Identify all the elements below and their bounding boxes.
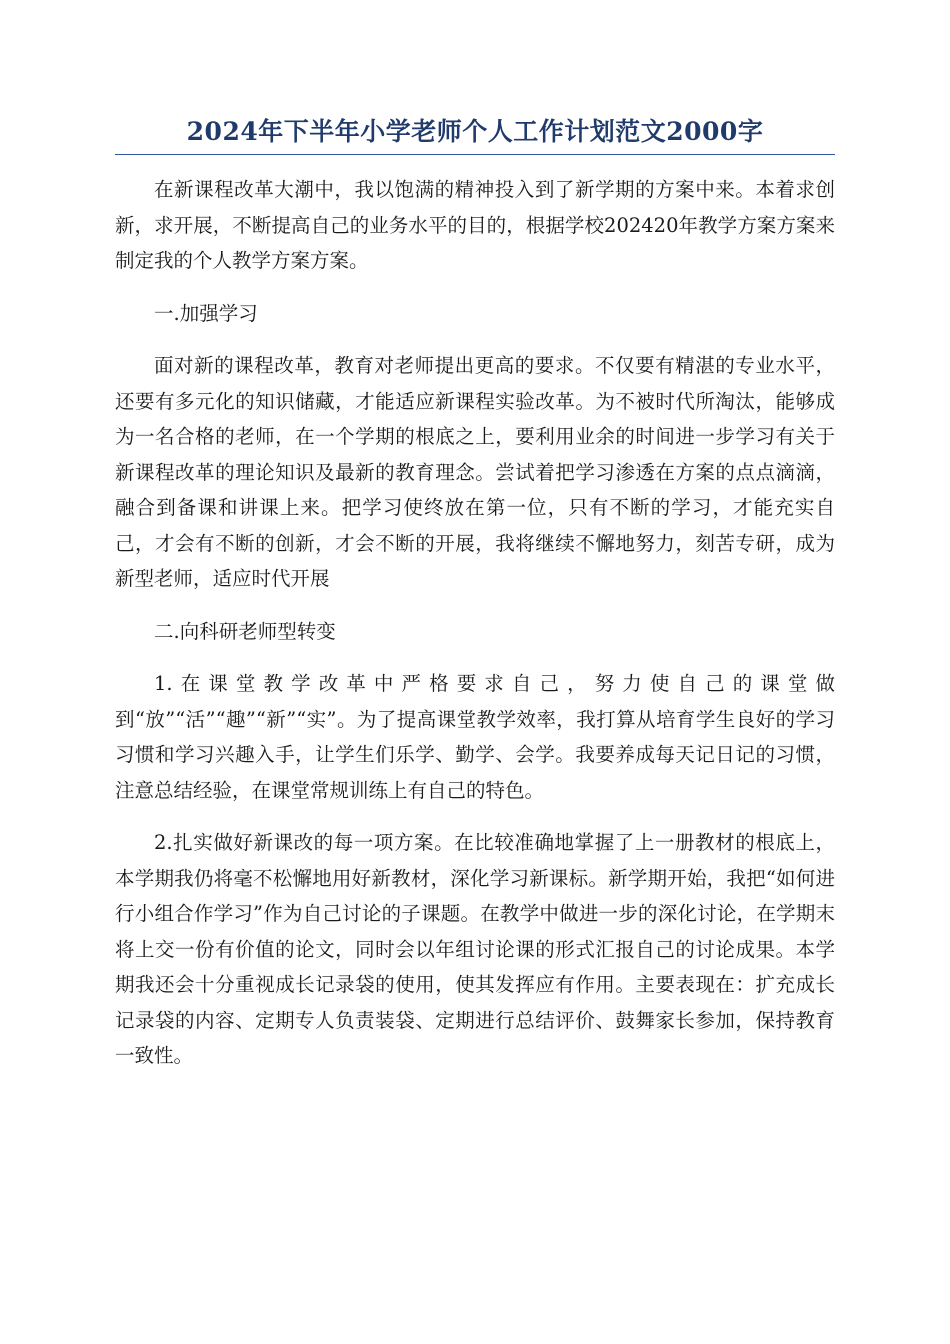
section-2-paragraph-1: 1.在课堂教学改革中严格要求自己，努力使自己的课堂做到“放”“活”“趣”“新”“实”。为了提高课堂教学效率，我打算从培育学生良好的学习习惯和学习兴趣入手，让学生们乐学、勤学、会学。我要养成每天记日记的习惯，注意总结经验，在课堂常规训练上有自己的特色。	[115, 672, 835, 802]
section-1-paragraph-1: 面对新的课程改革，教育对老师提出更高的要求。不仅要有精湛的专业水平，还要有多元化的知识储藏，才能适应新课程实验改革。为不被时代所淘汰，能够成为一名合格的老师，在一个学期的根底之上，要利用业余的时间进一步学习有关于新课程改革的理论知识及最新的教育理念。尝试着把学习渗透在方案的点点滴滴，融合到备课和讲课上来。把学习使终放在第一位，只有不断的学习，才能充实自己，才会有不断的创新，才会不断的开展，我将继续不懈地努力，刻苦专研，成为新型老师，适应时代开展	[115, 354, 835, 590]
title-underline	[115, 154, 835, 155]
section-2-paragraph-2: 2.扎实做好新课改的每一项方案。在比较准确地掌握了上一册教材的根底上，本学期我仍将毫不松懈地用好新教材，深化学习新课标。新学期开始，我把“如何进行小组合作学习”作为自己讨论的子课题。在教学中做进一步的深化讨论，在学期末将上交一份有价值的论文，同时会以年组讨论课的形式汇报自己的讨论成果。本学期我还会十分重视成长记录袋的使用，使其发挥应有作用。主要表现在：扩充成长记录袋的内容、定期专人负责装袋、定期进行总结评价、鼓舞家长参加，保持教育一致性。	[115, 831, 835, 1067]
section-heading-1: 一.加强学习	[154, 301, 258, 325]
document-title: 2024年下半年小学老师个人工作计划范文2000字	[186, 117, 764, 146]
intro-paragraph: 在新课程改革大潮中，我以饱满的精神投入到了新学期的方案中来。本着求创新，求开展，不断提高自己的业务水平的目的，根据学校202420年教学方案方案来制定我的个人教学方案方案。	[115, 178, 835, 272]
section-heading-2: 二.向科研老师型转变	[154, 619, 336, 643]
document-body	[115, 172, 835, 1091]
